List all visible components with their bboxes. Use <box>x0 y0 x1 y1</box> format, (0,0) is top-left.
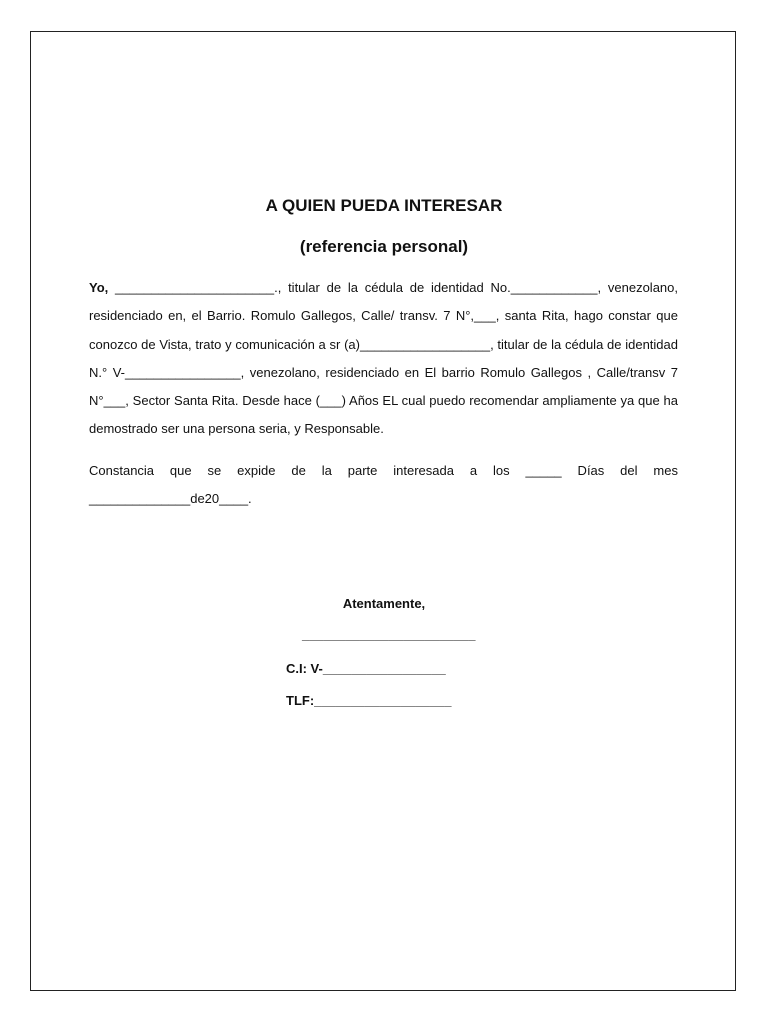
issuance-paragraph: Constancia que se expide de la parte interesada a los _____ Días del mes ______________de20____. <box>89 463 678 507</box>
closing-salutation: Atentamente, <box>342 596 426 611</box>
id-number-field: C.I: V-_________________ <box>286 661 446 676</box>
paragraph-lead: Yo, <box>89 280 109 295</box>
phone-field: TLF:___________________ <box>286 693 452 708</box>
reference-paragraph <box>89 274 678 444</box>
signature-line: ________________________ <box>302 627 476 642</box>
document-title: A QUIEN PUEDA INTERESAR <box>265 196 503 215</box>
paragraph-body: ______________________., titular de la cédula de identidad No.____________, venezolano, residenciado en, el Barrio. Romulo Gallegos, Calle/ transv. 7 N°,___, santa Rita, hago constar que conozco de Vista, trato y comunicación a sr (a)__________________, titular de la cédula de identidad N.° V-________________, venezolano, residenciado en El barrio Romulo Gallegos , Calle/transv 7 N°___, Sector Santa Rita. Desde hace (___) Años EL cual puedo recomendar ampliamente ya que ha demostrado ser una persona seria, y Responsable. <box>89 280 678 437</box>
document-subtitle: (referencia personal) <box>299 237 469 256</box>
